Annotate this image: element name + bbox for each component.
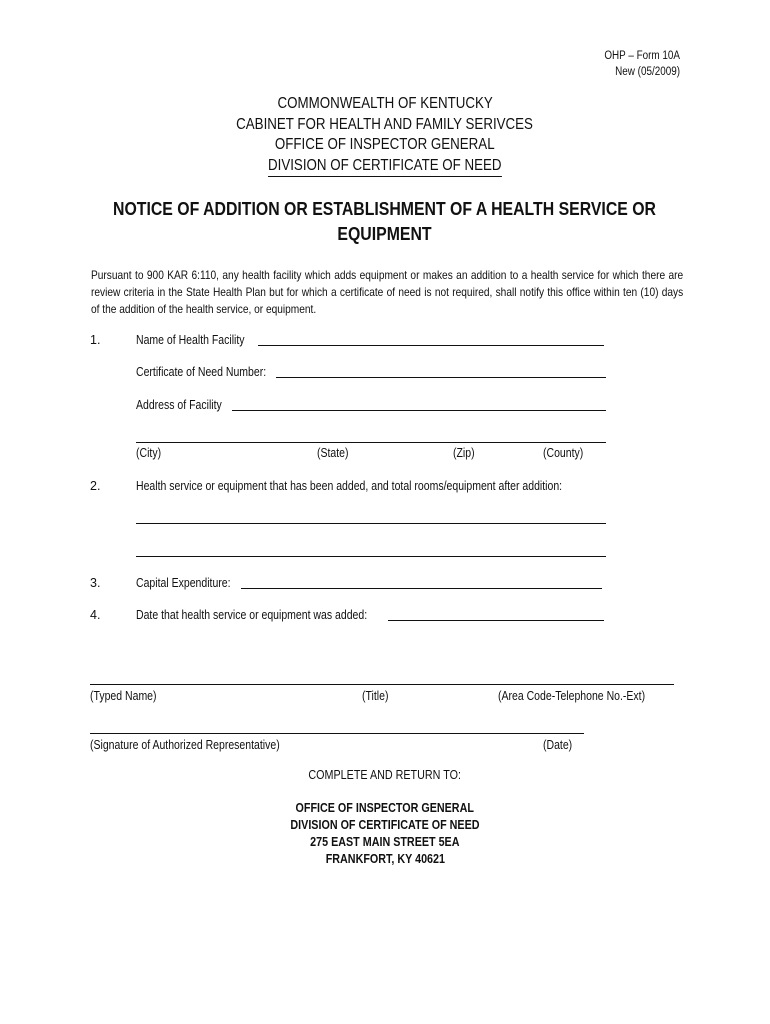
facility-name-field[interactable] — [258, 345, 604, 346]
date-label: (Date) — [543, 738, 573, 752]
form-code-block — [592, 48, 680, 80]
typed-name-title-phone-field[interactable] — [90, 684, 674, 685]
agency-line-3: OFFICE OF INSPECTOR GENERAL — [275, 136, 495, 153]
form-title-line-2: EQUIPMENT — [337, 224, 433, 244]
form-title-line-1: NOTICE OF ADDITION OR ESTABLISHMENT OF A HEALTH SERVICE OR — [113, 199, 657, 219]
facility-name-label: Name of Health Facility — [136, 333, 245, 347]
facility-address-label: Address of Facility — [136, 398, 222, 412]
capital-expenditure-label: Capital Expenditure: — [136, 576, 231, 590]
county-label: (County) — [543, 446, 584, 460]
return-address-line-1: OFFICE OF INSPECTOR GENERAL — [295, 801, 475, 815]
item-2-number: 2. — [90, 479, 101, 493]
return-heading-text: COMPLETE AND RETURN TO: — [308, 768, 462, 782]
title-label: (Title) — [362, 689, 389, 703]
agency-line-1: COMMONWEALTH OF KENTUCKY — [277, 95, 493, 112]
return-address — [0, 800, 770, 868]
date-added-label: Date that health service or equipment was added: — [136, 608, 368, 622]
capital-expenditure-field[interactable] — [241, 588, 602, 589]
con-number-label: Certificate of Need Number: — [136, 365, 267, 379]
con-number-field[interactable] — [276, 377, 606, 378]
state-label: (State) — [317, 446, 349, 460]
item-4-number: 4. — [90, 608, 101, 622]
agency-line-2: CABINET FOR HEALTH AND FAMILY SERIVCES — [236, 115, 534, 133]
date-added-field[interactable] — [388, 620, 604, 621]
service-added-label: Health service or equipment that has been added, and total rooms/equipment after addition: — [136, 479, 563, 493]
agency-heading — [0, 94, 770, 177]
facility-address-field[interactable] — [232, 410, 606, 411]
form-code: OHP – Form 10A — [604, 50, 680, 62]
return-address-line-2: DIVISION OF CERTIFICATE OF NEED — [290, 818, 480, 832]
form-title — [0, 197, 770, 247]
item-3-number: 3. — [90, 576, 101, 590]
service-added-field-line-2[interactable] — [136, 556, 606, 557]
intro-text: Pursuant to 900 KAR 6:110, any health facility which adds equipment or makes an addition to a health service for which there are review criteria in the State Health Plan but for which a certificate of need is not required, shall notify this office within ten (10) days of the addition of the health service, or equipment. — [91, 268, 684, 316]
return-address-line-3: 275 EAST MAIN STREET 5EA — [310, 835, 460, 849]
item-1-number: 1. — [90, 333, 101, 347]
phone-label: (Area Code-Telephone No.-Ext) — [498, 689, 646, 703]
return-address-line-4: FRANKFORT, KY 40621 — [325, 852, 445, 866]
agency-line-4: DIVISION OF CERTIFICATE OF NEED — [268, 156, 502, 178]
form-revision: New (05/2009) — [615, 66, 680, 78]
city-label: (City) — [136, 446, 162, 460]
intro-paragraph — [91, 267, 683, 318]
typed-name-label: (Typed Name) — [90, 689, 157, 703]
zip-label: (Zip) — [453, 446, 475, 460]
service-added-field-line-1[interactable] — [136, 523, 606, 524]
signature-date-field[interactable] — [90, 733, 584, 734]
city-state-zip-field[interactable] — [136, 442, 606, 443]
signature-label: (Signature of Authorized Representative) — [90, 738, 280, 752]
return-heading — [0, 768, 770, 782]
